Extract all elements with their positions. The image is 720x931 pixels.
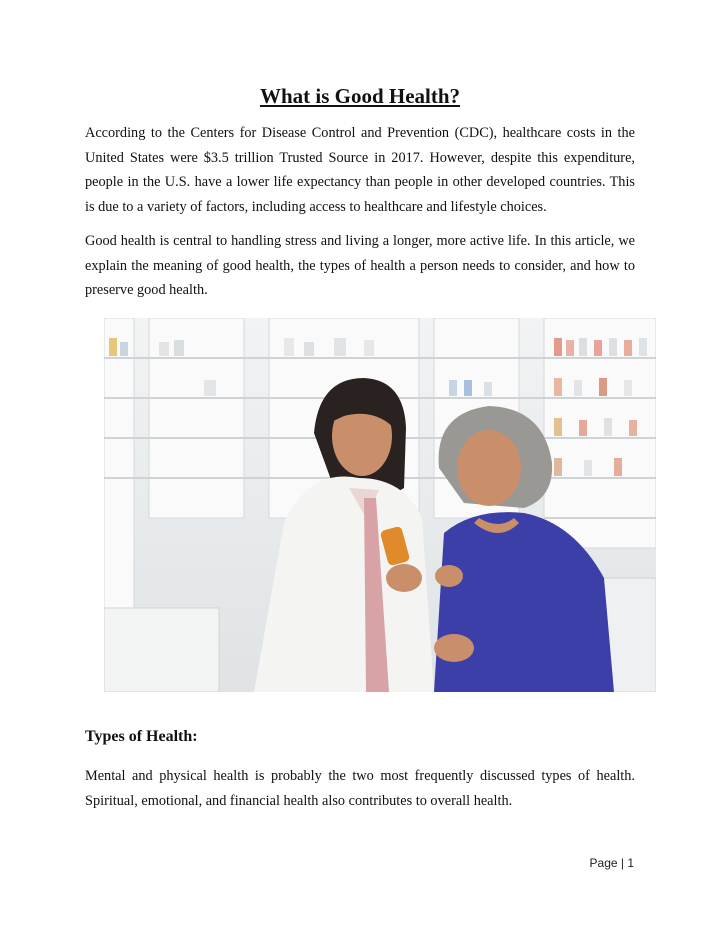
pharmacist-and-patient-illustration <box>104 318 656 692</box>
page-number: Page | 1 <box>589 856 634 870</box>
section-heading: Types of Health: <box>85 728 198 745</box>
intro-paragraph: According to the Centers for Disease Control and Prevention (CDC), healthcare costs in the United States were $3.5 trillion Trusted Source in 2017. However, despite this expenditure, people in the U.S. have a lower life expectancy than people in other developed countries. This is due to a variety of factors, including access to healthcare and lifestyle choices. <box>85 125 635 215</box>
section-paragraph: Mental and physical health is probably the two most frequently discussed types of health. Spiritual, emotional, and financial health also contributes to overall health. <box>85 768 635 809</box>
pharmacy-photo <box>104 318 656 692</box>
page-title: What is Good Health? <box>259 84 461 108</box>
second-paragraph: Good health is central to handling stress and living a longer, more active life. In this article, we explain the meaning of good health, the types of health a person needs to consider, and how to preserve good health. <box>85 233 635 298</box>
